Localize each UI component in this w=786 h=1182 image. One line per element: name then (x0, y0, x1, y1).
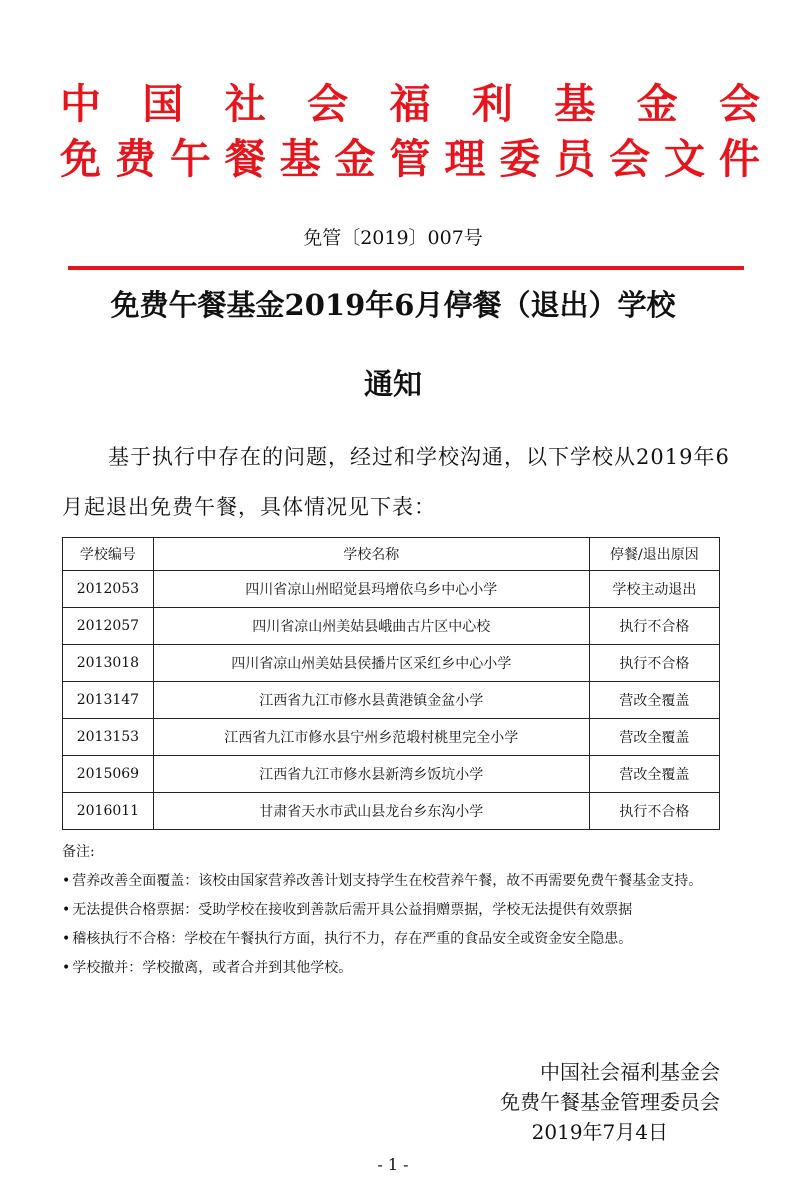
header-line-1 (60, 80, 760, 128)
header-char: 理 (444, 135, 486, 183)
intro-paragraph: 基于执行中存在的问题，经过和学校沟通，以下学校从2019年6月起退出免费午餐，具体情况见下表： (62, 445, 730, 519)
bullet-icon: • (62, 931, 71, 947)
school-name-cell: 四川省凉山州昭觉县玛增依乌乡中心小学 (153, 571, 589, 608)
exit-reason-cell: 执行不合格 (589, 608, 719, 645)
school-name-cell: 四川省凉山州美姑县侯播片区采红乡中心小学 (153, 645, 589, 682)
exit-reason-cell: 执行不合格 (589, 645, 719, 682)
table-row (63, 719, 720, 756)
exit-reason-cell: 执行不合格 (589, 793, 719, 830)
schools-table (62, 537, 720, 830)
header-char: 金 (636, 80, 678, 128)
document-number: 免管〔2019〕007号 (303, 227, 483, 249)
header-char: 委 (499, 135, 541, 183)
note-text: 无法提供合格票据：受助学校在接收到善款后需开具公益捐赠票据，学校无法提供有效票据 (72, 902, 633, 918)
header-char: 国 (142, 80, 184, 128)
header-school-name: 学校名称 (153, 538, 589, 571)
document-title-line-1: 免费午餐基金2019年6月停餐（退出）学校 (110, 288, 676, 322)
header-char: 基 (279, 135, 321, 183)
header-char: 社 (224, 80, 266, 128)
red-divider (68, 266, 744, 270)
exit-reason-cell: 营改全覆盖 (589, 682, 719, 719)
table-row (63, 645, 720, 682)
header-exit-reason: 停餐/退出原因 (589, 538, 719, 571)
school-name-cell: 四川省凉山州美姑县峨曲古片区中心校 (153, 608, 589, 645)
school-name-cell: 江西省九江市修水县宁州乡范塅村桃里完全小学 (153, 719, 589, 756)
note-text: 营养改善全面覆盖：该校由国家营养改善计划支持学生在校营养午餐，故不再需要免费午餐基金支持。 (72, 873, 703, 889)
header-char: 基 (554, 80, 596, 128)
table-row (63, 756, 720, 793)
note-text: 学校撤并：学校撤离，或者合并到其他学校。 (72, 960, 353, 976)
school-id-cell: 2012057 (63, 608, 154, 645)
note-item (62, 896, 762, 925)
signature-org-1: 中国社会福利基金会 (540, 1060, 720, 1084)
school-id-cell: 2013018 (63, 645, 154, 682)
header-char: 利 (471, 80, 513, 128)
bullet-icon: • (62, 902, 71, 918)
note-text: 稽核执行不合格：学校在午餐执行方面，执行不力，存在严重的食品安全或资金安全隐患。 (72, 931, 633, 947)
table-row (63, 608, 720, 645)
school-name-cell: 江西省九江市修水县新湾乡饭坑小学 (153, 756, 589, 793)
table-row (63, 682, 720, 719)
school-id-cell: 2015069 (63, 756, 154, 793)
page-number: - 1 - (377, 1155, 409, 1174)
header-char: 会 (609, 135, 651, 183)
note-item (62, 954, 762, 983)
bullet-icon: • (62, 873, 71, 889)
header-char: 金 (334, 135, 376, 183)
signature-block (420, 1057, 720, 1147)
header-char: 福 (389, 80, 431, 128)
header-school-id: 学校编号 (63, 538, 154, 571)
notes-section (62, 838, 762, 983)
header-char: 管 (389, 135, 431, 183)
header-char: 餐 (224, 135, 266, 183)
signature-date: 2019年7月4日 (531, 1120, 668, 1144)
exit-reason-cell: 营改全覆盖 (589, 756, 719, 793)
header-char: 员 (554, 135, 596, 183)
notes-label: 备注: (62, 844, 95, 860)
exit-reason-cell: 营改全覆盖 (589, 719, 719, 756)
header-char: 午 (169, 135, 211, 183)
header-char: 会 (719, 80, 760, 128)
exit-reason-cell: 学校主动退出 (589, 571, 719, 608)
note-item (62, 867, 762, 896)
table-header-row (63, 538, 720, 571)
document-title-line-2: 通知 (363, 367, 422, 401)
school-id-cell: 2016011 (63, 793, 154, 830)
header-char: 免 (60, 135, 101, 183)
header-char: 文 (663, 135, 705, 183)
note-item (62, 925, 762, 954)
header-char: 会 (307, 80, 349, 128)
signature-org-2: 免费午餐基金管理委员会 (500, 1090, 720, 1114)
school-id-cell: 2013153 (63, 719, 154, 756)
table-row (63, 793, 720, 830)
header-char: 件 (718, 135, 760, 183)
header-char: 中 (60, 80, 101, 128)
header-line-2 (60, 135, 760, 183)
school-name-cell: 甘肃省天水市武山县龙台乡东沟小学 (153, 793, 589, 830)
school-id-cell: 2012053 (63, 571, 154, 608)
school-id-cell: 2013147 (63, 682, 154, 719)
bullet-icon: • (62, 960, 71, 976)
header-char: 费 (114, 135, 156, 183)
table-row (63, 571, 720, 608)
school-name-cell: 江西省九江市修水县黄港镇金盆小学 (153, 682, 589, 719)
